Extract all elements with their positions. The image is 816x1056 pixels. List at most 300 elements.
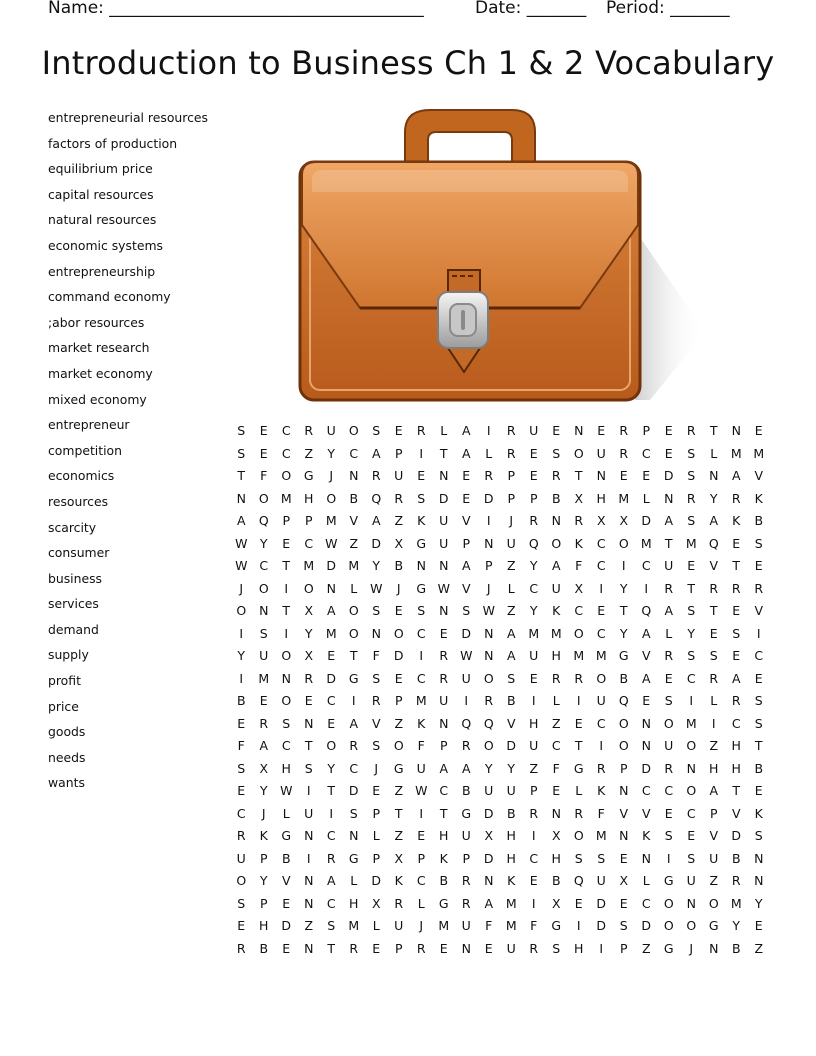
puzzle-letter: C [416,670,426,686]
puzzle-letter: O [573,625,584,641]
puzzle-letter: V [461,513,471,529]
puzzle-letter: Y [529,603,538,619]
puzzle-letter: B [281,850,291,866]
puzzle-letter: X [484,828,494,844]
puzzle-letter: J [261,805,266,821]
puzzle-letter: G [663,940,674,956]
puzzle-letter: S [687,445,696,461]
puzzle-letter: F [237,738,245,754]
puzzle-letter: S [687,513,696,529]
puzzle-letter: B [461,783,471,799]
puzzle-letter: A [439,760,449,776]
puzzle-letter: V [371,715,381,731]
period-field[interactable]: Period: _______ [606,0,730,18]
puzzle-letter: N [641,738,651,754]
puzzle-letter: N [371,625,381,641]
puzzle-letter: R [574,670,584,686]
puzzle-letter: U [529,738,539,754]
puzzle-letter: U [394,468,404,484]
puzzle-letter: C [281,738,291,754]
puzzle-letter: N [641,715,651,731]
puzzle-letter: D [438,490,449,506]
puzzle-letter: R [574,513,584,529]
puzzle-letter: E [484,940,493,956]
puzzle-letter: N [326,580,336,596]
puzzle-letter: E [574,895,583,911]
puzzle-letter: U [484,783,494,799]
puzzle-letter: R [686,490,696,506]
puzzle-letter: U [596,873,606,889]
puzzle-letter: A [731,468,741,484]
puzzle-letter: F [260,468,268,484]
puzzle-letter: L [282,805,290,821]
puzzle-letter: H [281,760,291,776]
puzzle-letter: A [731,670,741,686]
puzzle-letter: E [439,940,448,956]
puzzle-letter: A [326,873,336,889]
puzzle-letter: K [642,828,651,844]
vocabulary-word: entrepreneurship [48,263,156,279]
puzzle-letter: T [282,558,291,574]
puzzle-letter: X [394,850,404,866]
puzzle-letter: R [709,580,719,596]
puzzle-letter: C [281,445,291,461]
puzzle-letter: L [575,783,583,799]
puzzle-letter: G [348,850,359,866]
puzzle-letter: I [464,693,469,709]
puzzle-letter: J [239,580,244,596]
puzzle-letter: Z [394,828,404,844]
puzzle-letter: M [258,670,270,686]
puzzle-letter: R [416,940,426,956]
puzzle-letter: D [483,490,494,506]
vocabulary-word: demand [48,621,99,637]
puzzle-letter: J [329,468,334,484]
puzzle-letter: E [529,873,538,889]
puzzle-letter: U [686,873,696,889]
vocabulary-word: entrepreneur [48,417,130,433]
puzzle-letter: A [371,445,381,461]
vocabulary-word: resources [48,493,109,509]
puzzle-letter: F [417,738,425,754]
puzzle-letter: E [372,783,381,799]
puzzle-letter: S [259,625,268,641]
puzzle-letter: S [237,423,246,438]
puzzle-letter: Y [754,895,763,911]
puzzle-letter: Y [619,625,628,641]
puzzle-letter: U [596,693,606,709]
puzzle-letter: O [348,423,359,438]
puzzle-letter: A [461,423,471,438]
puzzle-letter: N [754,873,764,889]
vocabulary-word: competition [48,442,122,458]
puzzle-letter: I [756,625,761,641]
puzzle-letter: X [371,895,381,911]
puzzle-letter: P [394,693,403,709]
puzzle-letter: V [281,873,291,889]
puzzle-letter: C [281,423,291,438]
puzzle-letter: H [349,895,359,911]
puzzle-letter: E [282,895,291,911]
vocabulary-word: equilibrium price [48,161,153,177]
puzzle-letter: B [551,873,561,889]
puzzle-letter: K [507,873,516,889]
puzzle-letter: U [439,535,449,551]
puzzle-letter: G [618,648,629,664]
puzzle-letter: V [506,715,516,731]
puzzle-letter: E [394,423,403,438]
puzzle-letter: C [641,783,651,799]
puzzle-letter: E [529,468,538,484]
puzzle-letter: N [686,895,696,911]
puzzle-letter: E [529,445,538,461]
puzzle-letter: C [686,805,696,821]
puzzle-letter: E [304,693,313,709]
puzzle-letter: M [685,715,697,731]
puzzle-letter: S [507,670,516,686]
puzzle-letter: A [236,513,246,529]
puzzle-letter: H [731,760,741,776]
puzzle-letter: X [551,895,561,911]
puzzle-letter: C [349,445,359,461]
puzzle-letter: U [506,783,516,799]
puzzle-letter: R [664,760,674,776]
puzzle-letter: I [576,918,581,934]
puzzle-letter: O [281,468,292,484]
puzzle-letter: T [282,603,291,619]
puzzle-letter: V [731,805,741,821]
puzzle-letter: C [574,603,584,619]
puzzle-letter: C [596,558,606,574]
puzzle-letter: E [619,895,628,911]
puzzle-letter: O [618,535,629,551]
puzzle-letter: V [754,468,764,484]
puzzle-letter: N [461,940,471,956]
puzzle-letter: O [596,670,607,686]
puzzle-letter: N [304,895,314,911]
puzzle-letter: E [439,625,448,641]
puzzle-letter: A [371,513,381,529]
puzzle-letter: S [237,895,246,911]
puzzle-letter: I [576,693,581,709]
puzzle-letter: Y [529,558,538,574]
puzzle-letter: G [393,760,404,776]
puzzle-letter: T [709,423,718,438]
puzzle-letter: O [573,445,584,461]
puzzle-letter: A [461,760,471,776]
puzzle-letter: S [327,918,336,934]
puzzle-letter: C [529,850,539,866]
puzzle-letter: E [642,693,651,709]
puzzle-letter: I [284,580,289,596]
puzzle-letter: U [236,850,246,866]
puzzle-letter: O [483,738,494,754]
puzzle-letter: E [462,468,471,484]
puzzle-letter: K [417,513,426,529]
puzzle-letter: W [482,603,495,619]
puzzle-letter: P [304,513,313,529]
puzzle-letter: T [439,805,448,821]
puzzle-letter: Y [259,783,268,799]
puzzle-letter: R [731,693,741,709]
puzzle-letter: O [236,603,247,619]
puzzle-letter: R [529,805,539,821]
puzzle-letter: P [394,940,403,956]
puzzle-letter: R [506,423,516,438]
puzzle-letter: E [709,625,718,641]
puzzle-letter: Z [709,738,719,754]
puzzle-letter: O [686,783,697,799]
puzzle-letter: N [304,715,314,731]
puzzle-letter: S [417,603,426,619]
puzzle-letter: N [439,603,449,619]
puzzle-letter: B [551,490,561,506]
puzzle-letter: N [641,850,651,866]
puzzle-letter: R [686,423,696,438]
date-field[interactable]: Date: _______ [475,0,587,18]
puzzle-letter: E [574,715,583,731]
puzzle-letter: T [687,580,696,596]
puzzle-letter: O [618,738,629,754]
puzzle-letter: X [596,513,606,529]
puzzle-letter: T [709,603,718,619]
vocabulary-word: services [48,596,99,612]
puzzle-letter: C [731,715,741,731]
puzzle-letter: E [642,468,651,484]
puzzle-letter: N [619,783,629,799]
puzzle-letter: U [709,850,719,866]
puzzle-letter: G [708,918,719,934]
vocabulary-word: needs [48,749,86,765]
puzzle-letter: T [237,468,246,484]
puzzle-letter: M [730,445,742,461]
puzzle-letter: N [484,873,494,889]
puzzle-letter: R [596,760,606,776]
puzzle-letter: V [641,648,651,664]
puzzle-letter: N [664,490,674,506]
puzzle-letter: E [417,828,426,844]
puzzle-letter: Q [371,490,382,506]
puzzle-letter: R [394,895,404,911]
puzzle-letter: S [304,760,313,776]
puzzle-letter: A [709,513,719,529]
puzzle-letter: Z [754,940,764,956]
puzzle-letter: R [506,445,516,461]
puzzle-letter: R [731,873,741,889]
puzzle-letter: E [237,783,246,799]
puzzle-letter: V [709,828,719,844]
puzzle-letter: O [708,895,719,911]
puzzle-letter: P [439,738,448,754]
puzzle-letter: I [306,783,311,799]
puzzle-letter: N [304,828,314,844]
puzzle-letter: G [303,468,314,484]
puzzle-letter: B [506,805,516,821]
puzzle-letter: D [326,670,337,686]
puzzle-letter: V [619,805,629,821]
puzzle-letter: O [393,625,404,641]
puzzle-letter: K [732,513,741,529]
puzzle-letter: T [732,558,741,574]
puzzle-letter: C [236,805,246,821]
puzzle-letter: N [416,558,426,574]
puzzle-letter: T [732,783,741,799]
puzzle-letter: A [484,895,494,911]
puzzle-letter: C [641,558,651,574]
puzzle-letter: O [663,715,674,731]
puzzle-letter: K [417,715,426,731]
puzzle-letter: E [732,648,741,664]
puzzle-letter: D [393,648,404,664]
puzzle-letter: D [483,850,494,866]
puzzle-letter: E [417,468,426,484]
puzzle-letter: P [372,850,381,866]
puzzle-letter: Z [529,760,539,776]
vocabulary-word: scarcity [48,519,97,535]
puzzle-letter: J [396,580,401,596]
puzzle-letter: N [304,873,314,889]
puzzle-letter: K [597,783,606,799]
puzzle-letter: X [619,513,629,529]
puzzle-letter: I [711,715,716,731]
vocabulary-word: natural resources [48,212,157,228]
puzzle-letter: R [439,648,449,664]
puzzle-letter: P [709,805,718,821]
puzzle-letter: P [642,423,651,438]
puzzle-letter: O [551,535,562,551]
puzzle-letter: E [237,918,246,934]
puzzle-letter: R [731,490,741,506]
puzzle-letter: I [351,693,356,709]
puzzle-letter: N [619,828,629,844]
puzzle-letter: E [394,670,403,686]
puzzle-letter: S [687,648,696,664]
puzzle-letter: Z [304,918,314,934]
puzzle-letter: L [710,693,718,709]
puzzle-letter: Z [394,783,404,799]
puzzle-letter: M [595,648,607,664]
puzzle-letter: X [574,490,584,506]
puzzle-letter: E [687,828,696,844]
puzzle-letter: W [460,648,473,664]
puzzle-letter: L [552,693,560,709]
puzzle-letter: D [371,873,382,889]
puzzle-letter: C [641,445,651,461]
puzzle-letter: R [484,468,494,484]
puzzle-letter: N [596,468,606,484]
puzzle-letter: N [484,535,494,551]
puzzle-letter: M [325,513,337,529]
puzzle-letter: P [529,783,538,799]
puzzle-letter: A [664,513,674,529]
puzzle-letter: Z [394,513,404,529]
puzzle-letter: T [619,603,628,619]
vocabulary-word: goods [48,724,86,740]
puzzle-letter: O [348,625,359,641]
puzzle-letter: M [348,558,360,574]
puzzle-letter: E [327,715,336,731]
puzzle-letter: P [417,850,426,866]
name-field[interactable]: Name: _____________________________________ [48,0,424,18]
puzzle-letter: O [348,603,359,619]
puzzle-letter: E [754,558,763,574]
puzzle-letter: W [437,580,450,596]
puzzle-letter: I [419,445,424,461]
puzzle-letter: O [258,580,269,596]
puzzle-letter: R [529,940,539,956]
puzzle-letter: W [370,580,383,596]
puzzle-letter: U [394,918,404,934]
puzzle-letter: O [686,918,697,934]
puzzle-letter: W [415,783,428,799]
puzzle-letter: Y [259,535,268,551]
puzzle-letter: L [350,873,358,889]
puzzle-letter: M [303,558,315,574]
puzzle-letter: N [709,940,719,956]
puzzle-letter: E [619,468,628,484]
puzzle-letter: F [530,918,538,934]
puzzle-letter: R [484,693,494,709]
puzzle-letter: R [551,670,561,686]
puzzle-letter: Z [506,558,516,574]
puzzle-letter: C [686,670,696,686]
puzzle-letter: Y [484,760,493,776]
puzzle-letter: P [529,490,538,506]
puzzle-letter: O [618,715,629,731]
puzzle-letter: J [374,760,379,776]
puzzle-letter: T [394,805,403,821]
puzzle-letter: D [326,558,337,574]
puzzle-letter: K [574,535,583,551]
puzzle-letter: K [394,873,403,889]
puzzle-letter: R [664,648,674,664]
puzzle-letter: S [552,940,561,956]
puzzle-letter: E [664,445,673,461]
puzzle-letter: I [599,940,604,956]
puzzle-letter: O [281,648,292,664]
puzzle-letter: U [529,423,539,438]
puzzle-letter: C [596,625,606,641]
puzzle-letter: F [372,648,380,664]
puzzle-letter: N [439,558,449,574]
puzzle-letter: S [754,693,763,709]
puzzle-letter: M [325,625,337,641]
puzzle-letter: M [640,535,652,551]
puzzle-letter: S [687,468,696,484]
puzzle-letter: U [439,693,449,709]
puzzle-letter: R [709,670,719,686]
puzzle-letter: U [506,940,516,956]
puzzle-letter: B [731,850,741,866]
puzzle-letter: S [237,445,246,461]
puzzle-letter: X [304,648,314,664]
puzzle-letter: R [664,580,674,596]
puzzle-letter: E [687,558,696,574]
puzzle-letter: A [326,603,336,619]
puzzle-letter: N [259,603,269,619]
puzzle-letter: M [618,490,630,506]
puzzle-letter: H [551,850,561,866]
puzzle-letter: T [327,783,336,799]
puzzle-letter: E [327,648,336,664]
puzzle-letter: A [461,445,471,461]
puzzle-letter: R [619,445,629,461]
puzzle-letter: B [731,940,741,956]
vocabulary-word: factors of production [48,135,178,151]
puzzle-letter: R [731,580,741,596]
puzzle-letter: U [664,738,674,754]
puzzle-letter: T [349,648,358,664]
